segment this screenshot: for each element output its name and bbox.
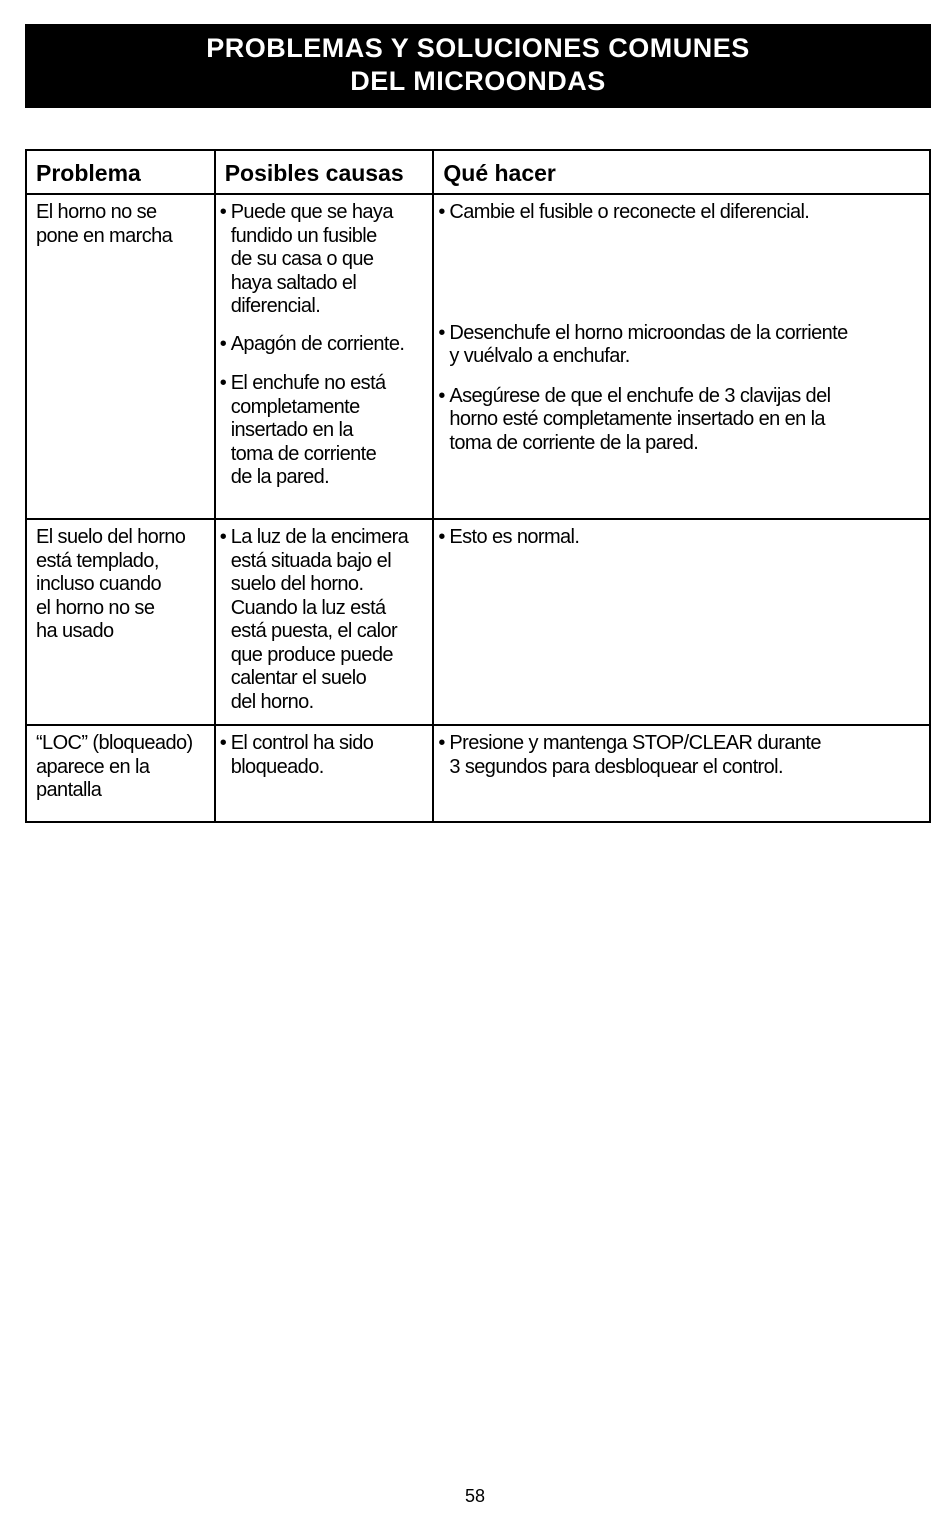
cause-text: La luz de la encimera está situada bajo el suelo del horno. Cuando la luz está está puesta, el calor que produce puede calentar el suelo del horno. bbox=[230, 526, 409, 713]
table-row bbox=[26, 519, 930, 725]
bullet: • bbox=[438, 526, 445, 548]
action-cell bbox=[433, 725, 930, 822]
bullet: • bbox=[438, 321, 445, 344]
bullet: • bbox=[219, 332, 227, 355]
bullet: • bbox=[219, 201, 227, 223]
problem-cell bbox=[26, 194, 215, 519]
causes-cell bbox=[215, 194, 434, 519]
cause-text: Puede que se haya fundido un fusible de su casa o que haya saltado el diferencial. bbox=[230, 201, 393, 317]
bullet: • bbox=[219, 526, 227, 548]
page-title-banner bbox=[25, 24, 931, 108]
table-row bbox=[26, 194, 930, 519]
header-what-to-do: Qué hacer bbox=[433, 150, 930, 194]
page-title-line-1: PROBLEMAS Y SOLUCIONES COMUNES bbox=[206, 33, 750, 63]
problem-text: El horno no se pone en marcha bbox=[36, 201, 173, 247]
action-cell bbox=[433, 519, 930, 725]
problem-text: El suelo del horno está templado, incluso cuando el horno no se ha usado bbox=[36, 526, 186, 642]
action-item bbox=[438, 322, 925, 369]
cause-item bbox=[220, 372, 429, 490]
action-text: Asegúrese de que el enchufe de 3 clavijas del horno esté completamente insertado en en la toma de corriente de la pared. bbox=[449, 384, 831, 454]
bullet: • bbox=[438, 201, 445, 223]
page-title-line-2: DEL MICROONDAS bbox=[350, 66, 606, 96]
causes-cell bbox=[215, 519, 434, 725]
troubleshooting-table bbox=[25, 149, 931, 823]
table-row bbox=[26, 725, 930, 822]
bullet: • bbox=[219, 732, 227, 754]
cause-text: Apagón de corriente. bbox=[230, 332, 405, 355]
action-item bbox=[438, 526, 925, 550]
header-possible-causes: Posibles causas bbox=[215, 150, 434, 194]
causes-cell bbox=[215, 725, 434, 822]
problem-cell bbox=[26, 519, 215, 725]
action-text: Esto es normal. bbox=[449, 526, 580, 548]
action-item bbox=[438, 385, 925, 456]
cause-item bbox=[220, 201, 429, 319]
bullet: • bbox=[438, 732, 445, 754]
problem-cell bbox=[26, 725, 215, 822]
bullet: • bbox=[438, 384, 445, 407]
problem-text: “LOC” (bloqueado) aparece en la pantalla bbox=[36, 732, 193, 801]
cause-text: El control ha sido bloqueado. bbox=[230, 732, 374, 778]
table-header-row bbox=[26, 150, 930, 194]
action-item bbox=[438, 201, 925, 225]
action-cell bbox=[433, 194, 930, 519]
bullet: • bbox=[219, 372, 227, 394]
action-text: Desenchufe el horno microondas de la corriente y vuélvalo a enchufar. bbox=[449, 321, 848, 367]
header-problem: Problema bbox=[26, 150, 215, 194]
action-text: Cambie el fusible o reconecte el diferencial. bbox=[449, 201, 810, 223]
cause-text: El enchufe no está completamente insertado en la toma de corriente de la pared. bbox=[230, 372, 386, 488]
cause-item bbox=[220, 333, 429, 357]
page-number: 58 bbox=[464, 1486, 486, 1506]
cause-item bbox=[220, 732, 429, 779]
action-item bbox=[438, 732, 925, 779]
cause-item bbox=[220, 526, 429, 714]
action-text: Presione y mantenga STOP/CLEAR durante 3 segundos para desbloquear el control. bbox=[449, 732, 821, 778]
